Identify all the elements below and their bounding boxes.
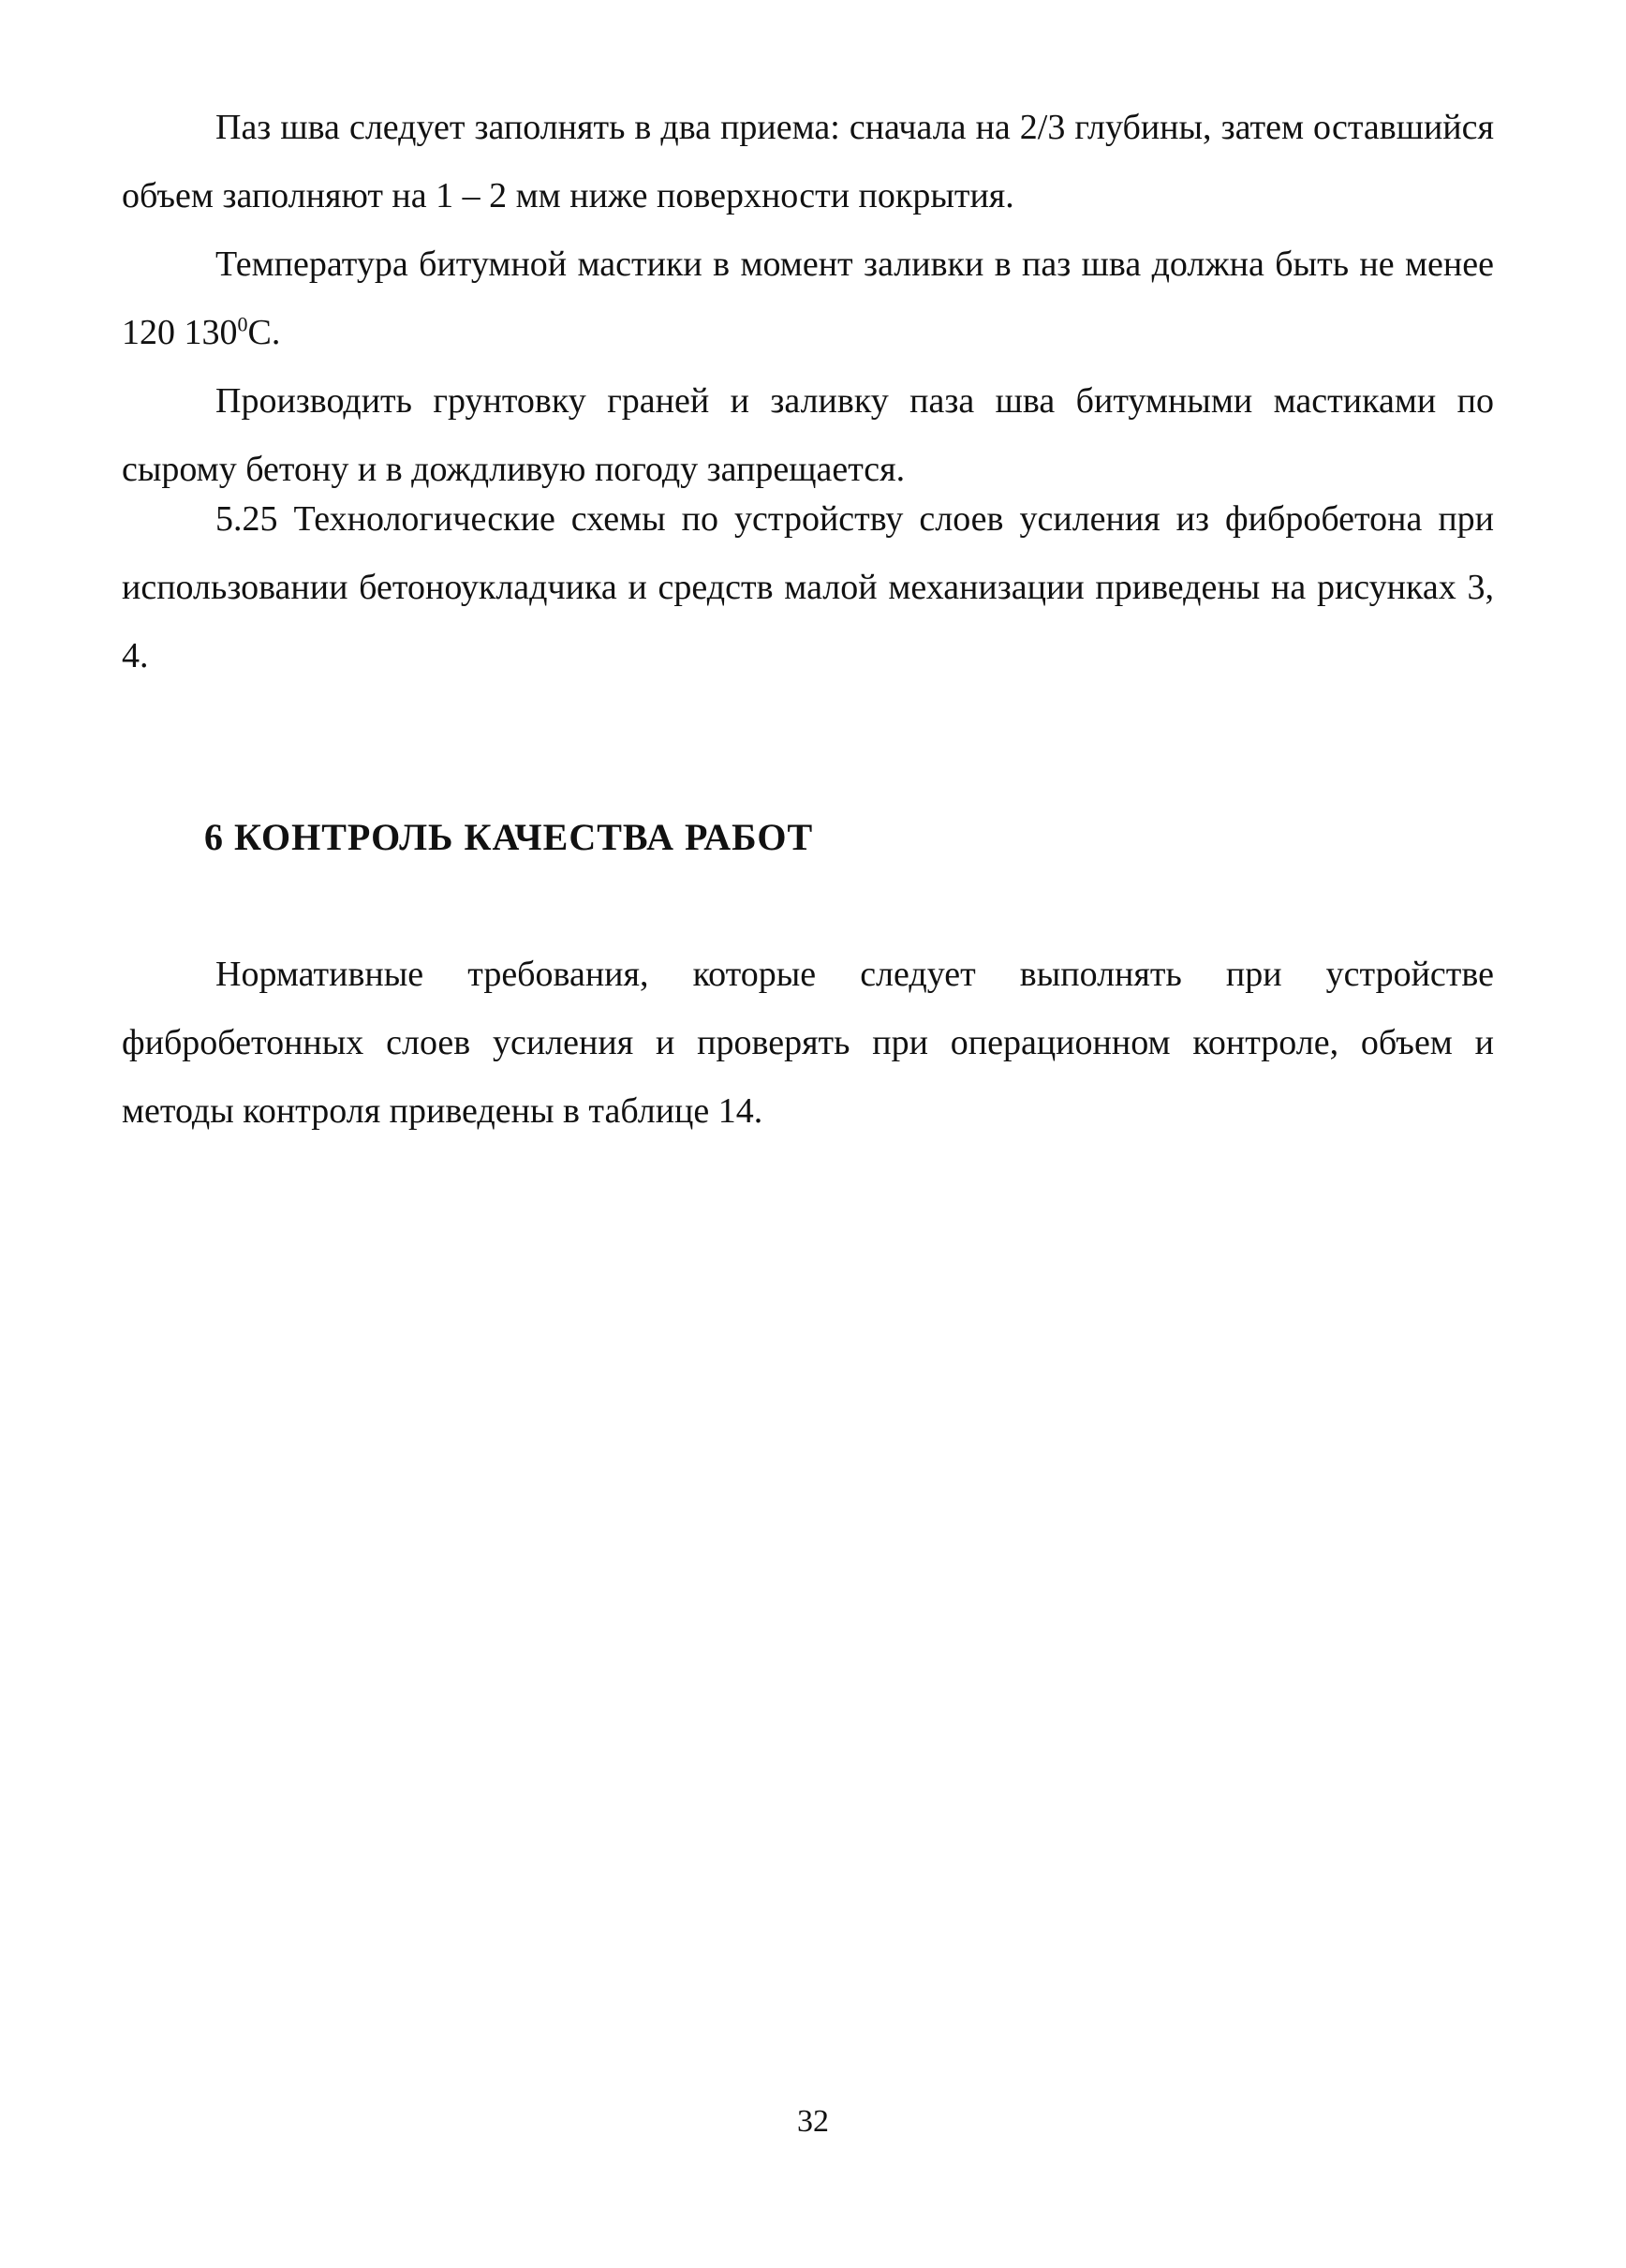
page-number: 32 bbox=[797, 2104, 829, 2139]
paragraph-normative-requirements: Нормативные требования, которые следует выполнять при устройстве фибробетонных слоев усиления и проверять при операционном контроле, объем и методы контроля приведены в таблице 14. bbox=[122, 955, 1494, 1131]
section-heading: 6 КОНТРОЛЬ КАЧЕСТВА РАБОТ bbox=[204, 816, 814, 858]
paragraph-joint-filling: Паз шва следует заполнять в два приема: сначала на 2/3 глубины, затем оставшийся объем заполняют на 1 – 2 мм ниже поверхности покрытия. bbox=[122, 108, 1494, 215]
paragraph-mastic-temperature bbox=[122, 230, 1494, 367]
temperature-unit: С. bbox=[247, 313, 281, 352]
temperature-text: Температура битумной мастики в момент заливки в паз шва должна быть не менее 120 130 bbox=[122, 245, 1494, 352]
paragraph-prohibition: Производить грунтовку граней и заливку паза шва битумными мастиками по сырому бетону и в дождливую погоду запрещается. bbox=[122, 381, 1494, 489]
degree-superscript: 0 bbox=[237, 312, 248, 336]
paragraph-technological-schemes: 5.25 Технологические схемы по устройству слоев усиления из фибробетона при использовании бетоноукладчика и средств малой механизации приведены на рисунках 3, 4. bbox=[122, 499, 1494, 675]
